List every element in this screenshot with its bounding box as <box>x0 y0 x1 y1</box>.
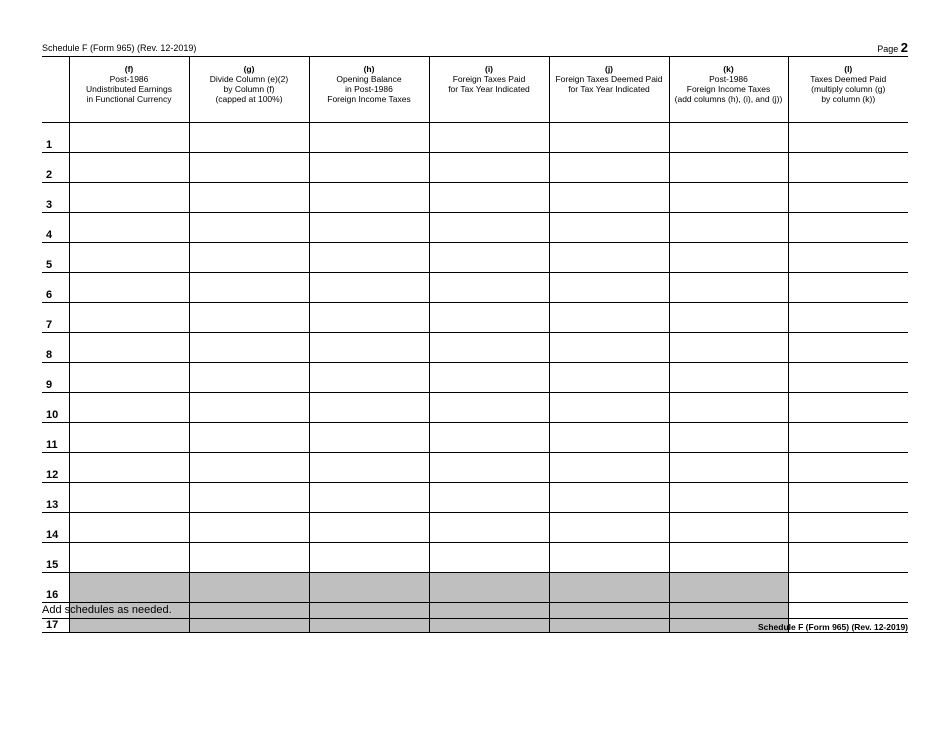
entry-cell[interactable] <box>189 483 309 513</box>
entry-cell[interactable] <box>309 333 429 363</box>
entry-cell[interactable] <box>788 183 908 213</box>
table-row <box>42 123 908 153</box>
entry-cell[interactable] <box>69 333 189 363</box>
entry-cell[interactable] <box>69 183 189 213</box>
entry-cell[interactable] <box>429 543 549 573</box>
entry-cell[interactable] <box>788 453 908 483</box>
entry-cell[interactable] <box>189 393 309 423</box>
entry-cell[interactable] <box>549 453 669 483</box>
schedules-note: Add schedules as needed. <box>42 604 172 616</box>
entry-cell[interactable] <box>69 123 189 153</box>
table-row <box>42 543 908 573</box>
entry-cell[interactable] <box>669 333 788 363</box>
column-title: Opening Balance in Post-1986 Foreign Income Taxes <box>327 74 411 104</box>
line-number: 14 <box>42 513 69 543</box>
column-header <box>669 57 788 123</box>
line-number: 4 <box>42 213 69 243</box>
line-number: 8 <box>42 333 69 363</box>
entry-cell[interactable] <box>549 423 669 453</box>
entry-cell[interactable] <box>669 303 788 333</box>
line-number: 7 <box>42 303 69 333</box>
entry-cell[interactable] <box>309 123 429 153</box>
table-body <box>42 123 908 633</box>
entry-cell[interactable] <box>69 543 189 573</box>
entry-cell[interactable] <box>309 243 429 273</box>
entry-cell[interactable] <box>69 363 189 393</box>
entry-cell[interactable] <box>189 333 309 363</box>
column-letter: (l) <box>844 64 853 74</box>
entry-cell[interactable] <box>669 513 788 543</box>
entry-cell[interactable] <box>549 243 669 273</box>
entry-cell[interactable] <box>669 213 788 243</box>
entry-cell[interactable] <box>669 453 788 483</box>
entry-cell[interactable] <box>69 213 189 243</box>
entry-cell[interactable] <box>429 123 549 153</box>
entry-cell[interactable] <box>669 153 788 183</box>
entry-cell[interactable] <box>309 483 429 513</box>
entry-cell[interactable] <box>69 153 189 183</box>
entry-cell[interactable] <box>189 453 309 483</box>
entry-cell[interactable] <box>309 303 429 333</box>
entry-cell[interactable] <box>549 393 669 423</box>
entry-cell[interactable] <box>69 513 189 543</box>
entry-cell[interactable] <box>549 513 669 543</box>
entry-cell[interactable] <box>549 153 669 183</box>
line-number: 2 <box>42 153 69 183</box>
line-number: 10 <box>42 393 69 423</box>
entry-cell[interactable] <box>788 483 908 513</box>
footer-rule <box>42 618 908 619</box>
line-number: 13 <box>42 483 69 513</box>
entry-cell[interactable] <box>549 183 669 213</box>
entry-cell[interactable] <box>669 393 788 423</box>
column-header <box>189 57 309 123</box>
entry-cell[interactable] <box>309 153 429 183</box>
entry-cell[interactable] <box>549 273 669 303</box>
entry-cell[interactable] <box>309 183 429 213</box>
shaded-cell <box>69 573 189 603</box>
entry-cell[interactable] <box>669 363 788 393</box>
page-header <box>42 40 908 56</box>
entry-cell[interactable] <box>788 423 908 453</box>
entry-cell[interactable] <box>549 543 669 573</box>
entry-cell[interactable] <box>429 363 549 393</box>
entry-cell[interactable] <box>669 243 788 273</box>
entry-cell[interactable] <box>69 453 189 483</box>
entry-cell[interactable] <box>309 363 429 393</box>
entry-cell[interactable] <box>429 153 549 183</box>
entry-cell[interactable] <box>429 333 549 363</box>
entry-cell[interactable] <box>69 393 189 423</box>
entry-cell[interactable] <box>429 423 549 453</box>
entry-cell[interactable] <box>69 243 189 273</box>
entry-cell[interactable] <box>189 183 309 213</box>
entry-cell[interactable] <box>788 393 908 423</box>
line-number: 6 <box>42 273 69 303</box>
entry-cell[interactable] <box>69 273 189 303</box>
entry-cell[interactable] <box>189 273 309 303</box>
entry-cell[interactable] <box>549 303 669 333</box>
line-number: 9 <box>42 363 69 393</box>
entry-cell[interactable] <box>309 213 429 243</box>
entry-cell[interactable] <box>788 243 908 273</box>
entry-cell[interactable] <box>309 513 429 543</box>
entry-cell[interactable] <box>189 123 309 153</box>
entry-cell[interactable] <box>669 273 788 303</box>
column-header <box>309 57 429 123</box>
entry-cell[interactable] <box>429 243 549 273</box>
shaded-cell <box>549 573 669 603</box>
entry-cell[interactable] <box>788 363 908 393</box>
table-row <box>42 213 908 243</box>
table-row <box>42 273 908 303</box>
column-title: Post-1986 Undistributed Earnings in Functional Currency <box>86 74 172 104</box>
entry-cell[interactable] <box>189 513 309 543</box>
entry-cell[interactable] <box>309 453 429 483</box>
entry-cell[interactable] <box>429 273 549 303</box>
line-number: 15 <box>42 543 69 573</box>
column-header <box>788 57 908 123</box>
table-header <box>42 57 908 123</box>
entry-cell[interactable] <box>788 573 908 603</box>
entry-cell[interactable] <box>189 213 309 243</box>
table-row <box>42 303 908 333</box>
entry-cell[interactable] <box>309 273 429 303</box>
column-letter: (j) <box>604 64 614 74</box>
table-row <box>42 513 908 543</box>
entry-cell[interactable] <box>549 123 669 153</box>
entry-cell[interactable] <box>309 543 429 573</box>
entry-cell[interactable] <box>549 333 669 363</box>
line-number: 12 <box>42 453 69 483</box>
line-number: 11 <box>42 423 69 453</box>
entry-cell[interactable] <box>669 483 788 513</box>
column-header <box>69 57 189 123</box>
entry-cell[interactable] <box>189 543 309 573</box>
entry-cell[interactable] <box>189 303 309 333</box>
column-letter: (g) <box>243 64 255 74</box>
entry-cell[interactable] <box>788 333 908 363</box>
entry-cell[interactable] <box>189 423 309 453</box>
page-number: 2 <box>900 40 908 55</box>
column-letter: (i) <box>484 64 494 74</box>
column-letter: (f) <box>124 64 134 74</box>
line-number: 3 <box>42 183 69 213</box>
entry-cell[interactable] <box>429 483 549 513</box>
page-word: Page <box>877 44 899 54</box>
line-number: 1 <box>42 123 69 153</box>
entry-cell[interactable] <box>429 183 549 213</box>
entry-cell[interactable] <box>549 213 669 243</box>
entry-cell[interactable] <box>429 303 549 333</box>
column-header <box>549 57 669 123</box>
column-title: Foreign Taxes Deemed Paid for Tax Year Indicated <box>555 74 663 94</box>
entry-cell[interactable] <box>69 303 189 333</box>
table-row <box>42 483 908 513</box>
table-row <box>42 243 908 273</box>
footer-form-identifier: Schedule F (Form 965) (Rev. 12-2019) <box>757 622 908 632</box>
table-row <box>42 183 908 213</box>
entry-cell[interactable] <box>788 273 908 303</box>
table-row <box>42 423 908 453</box>
entry-cell[interactable] <box>788 543 908 573</box>
entry-cell[interactable] <box>69 483 189 513</box>
entry-cell[interactable] <box>189 243 309 273</box>
entry-cell[interactable] <box>669 183 788 213</box>
entry-cell[interactable] <box>669 543 788 573</box>
entry-cell[interactable] <box>788 213 908 243</box>
column-header <box>429 57 549 123</box>
line-number: 5 <box>42 243 69 273</box>
entry-cell[interactable] <box>549 483 669 513</box>
entry-cell[interactable] <box>309 393 429 423</box>
shaded-cell <box>429 573 549 603</box>
column-title: Taxes Deemed Paid (multiply column (g) by column (k)) <box>810 74 887 104</box>
column-title: Post-1986 Foreign Income Taxes (add columns (h), (i), and (j)) <box>674 74 783 104</box>
table-row <box>42 153 908 183</box>
table-row <box>42 573 908 603</box>
line-number: 16 <box>42 573 69 603</box>
table-row <box>42 453 908 483</box>
entry-cell[interactable] <box>669 423 788 453</box>
shaded-cell <box>309 573 429 603</box>
entry-cell[interactable] <box>788 513 908 543</box>
table-row <box>42 363 908 393</box>
column-letter: (k) <box>723 64 734 74</box>
entry-cell[interactable] <box>429 453 549 483</box>
entry-cell[interactable] <box>788 303 908 333</box>
entry-cell[interactable] <box>309 423 429 453</box>
column-title: Foreign Taxes Paid for Tax Year Indicated <box>448 74 530 94</box>
form-identifier: Schedule F (Form 965) (Rev. 12-2019) <box>42 43 197 53</box>
column-title: Divide Column (e)(2) by Column (f) (capped at 100%) <box>209 74 289 104</box>
column-letter: (h) <box>363 64 375 74</box>
table-row <box>42 333 908 363</box>
entry-cell[interactable] <box>69 423 189 453</box>
table-row <box>42 393 908 423</box>
shaded-cell <box>189 573 309 603</box>
schedule-table <box>42 56 908 633</box>
shaded-cell <box>669 573 788 603</box>
entry-cell[interactable] <box>189 363 309 393</box>
entry-cell[interactable] <box>788 123 908 153</box>
entry-cell[interactable] <box>189 153 309 183</box>
entry-cell[interactable] <box>549 363 669 393</box>
line-number: 17 <box>42 603 69 633</box>
entry-cell[interactable] <box>429 213 549 243</box>
entry-cell[interactable] <box>429 393 549 423</box>
entry-cell[interactable] <box>429 513 549 543</box>
entry-cell[interactable] <box>788 153 908 183</box>
page-label <box>877 40 908 55</box>
entry-cell[interactable] <box>669 123 788 153</box>
line-number-header <box>42 57 69 123</box>
